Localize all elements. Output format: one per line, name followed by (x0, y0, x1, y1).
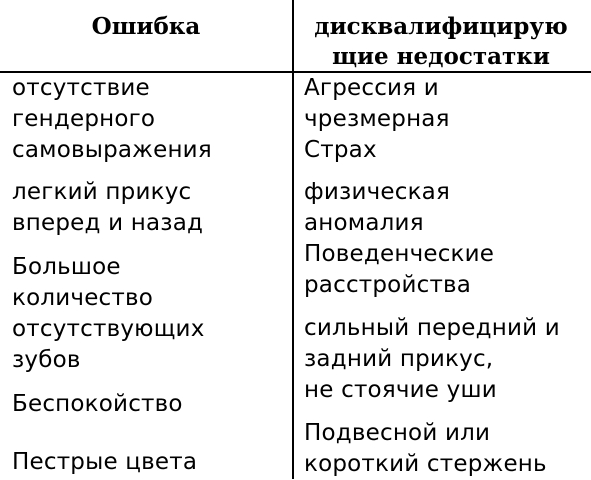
left-cell-5: Пестрые цвета (12, 449, 198, 475)
header-fault: Ошибка (91, 13, 201, 40)
right-cell-3: Поведенческие расстройства (304, 241, 495, 298)
left-cell-4: Беспокойство (12, 391, 183, 417)
header-disqualifying-faults: дисквалифицирую щие недостатки (314, 13, 568, 70)
right-cell-4: сильный передний и задний прикус, не стоячие уши (304, 315, 560, 403)
right-cell-5: Подвесной или короткий стержень (304, 420, 547, 477)
left-cell-2: легкий прикус вперед и назад (12, 179, 204, 236)
left-cell-3: Большое количество отсутствующих зубов (12, 254, 205, 373)
right-cell-1: Агрессия и чрезмерная Страх (304, 75, 450, 163)
left-cell-1: отсутствие гендерного самовыражения (12, 75, 212, 163)
right-cell-2: физическая аномалия (304, 179, 450, 236)
